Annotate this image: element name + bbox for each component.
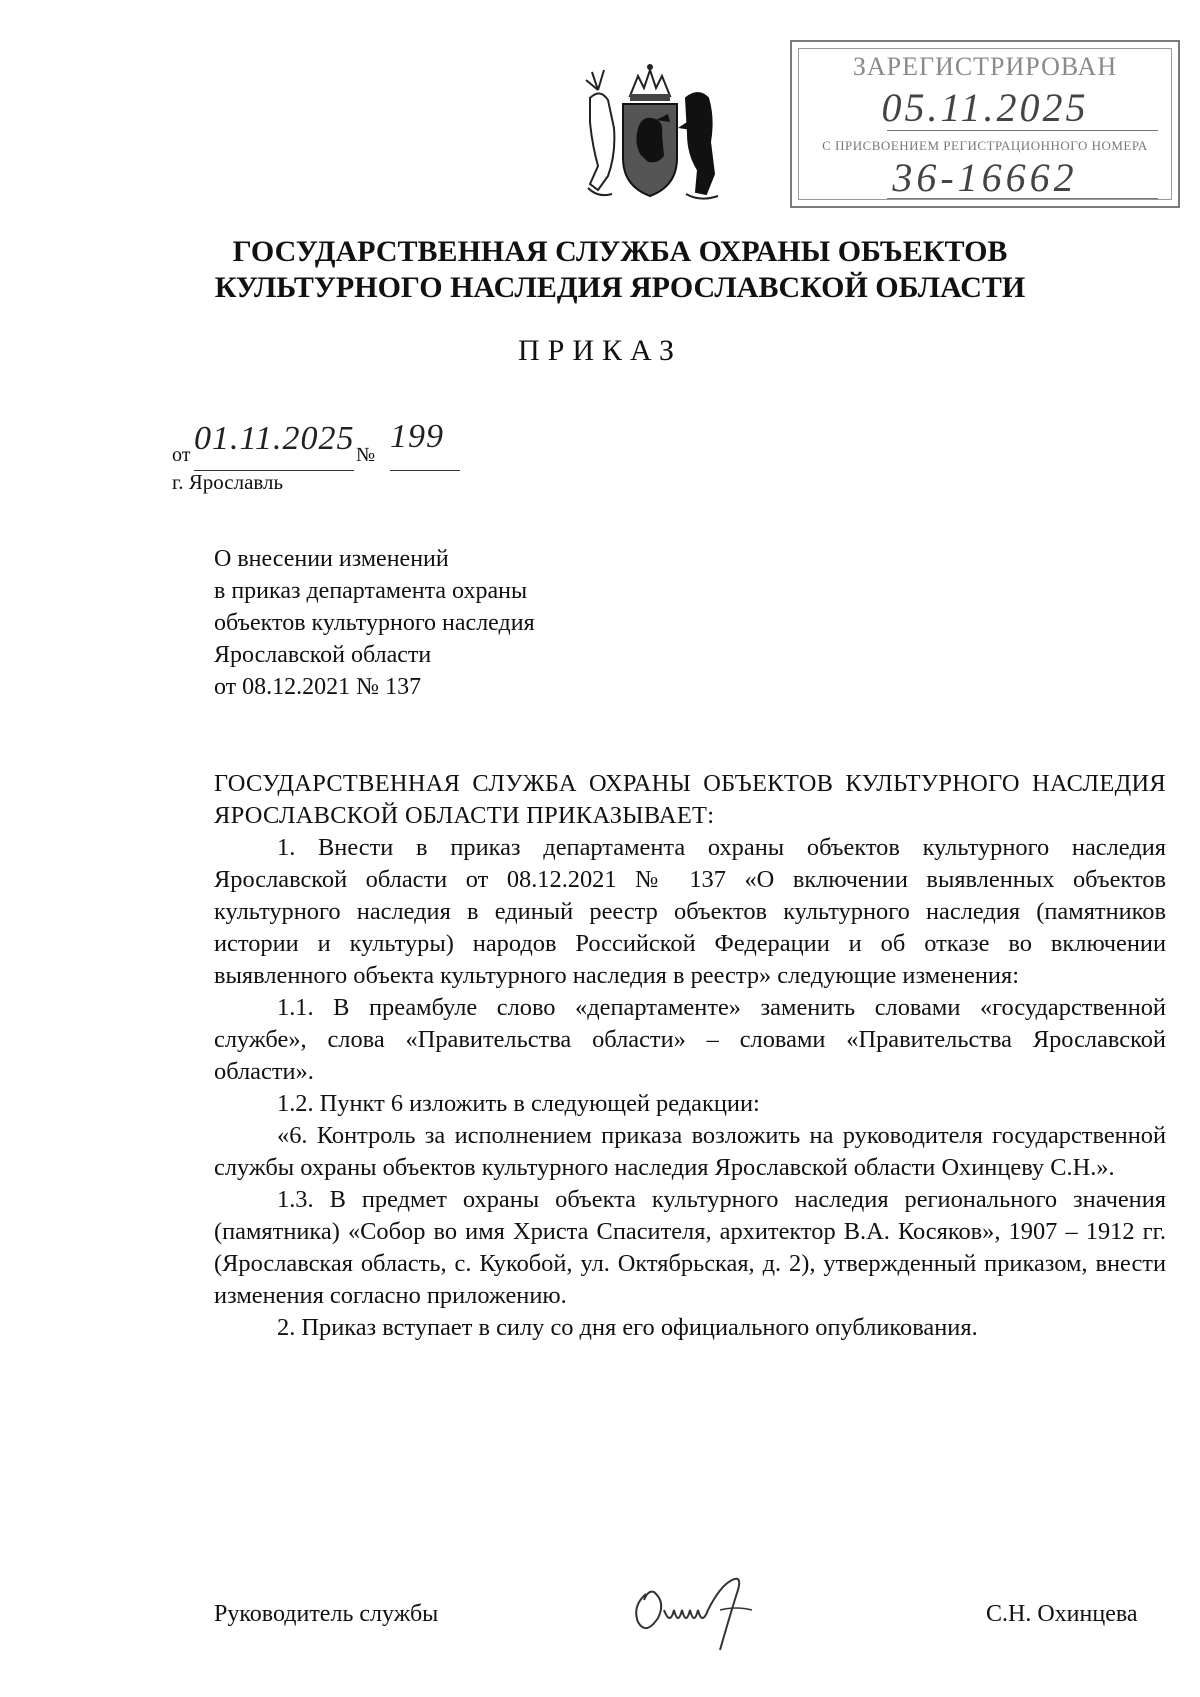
order-date: 01.11.2025	[194, 420, 355, 457]
subject-line: в приказ департамента охраны	[214, 578, 528, 604]
order-number-label: №	[356, 444, 376, 466]
body-heading: ГОСУДАРСТВЕННАЯ СЛУЖБА ОХРАНЫ ОБЪЕКТОВ КУЛЬТУРНОГО НАСЛЕДИЯ ЯРОСЛАВСКОЙ ОБЛАСТИ ПРИКАЗЫВАЕТ:	[214, 770, 1166, 829]
body-paragraph-1-2-text: «6. Контроль за исполнением приказа возложить на руководителя государственной службы охраны объектов культурного наследия Ярославской области Охинцеву С.Н.».	[214, 1122, 1166, 1181]
organization-title-line1: ГОСУДАРСТВЕННАЯ СЛУЖБА ОХРАНЫ ОБЪЕКТОВ	[232, 235, 1008, 268]
signer-title: Руководитель службы	[214, 1601, 439, 1627]
handwritten-signature	[624, 1566, 774, 1656]
stamp-underline-number	[887, 198, 1158, 199]
body-paragraph-2: 2. Приказ вступает в силу со дня его официального опубликования.	[277, 1314, 978, 1341]
body-paragraph-1: 1. Внести в приказ департамента охраны объектов культурного наследия Ярославской области от 08.12.2021 № 137 «О включении выявленных объектов культурного наследия в единый реестр объектов культурного наследия (памятников истории и культуры) народов Российской Федерации и об отказе во включении выявленного объекта культурного наследия в реестр» следующие изменения:	[214, 834, 1166, 989]
order-date-prefix: от	[172, 444, 191, 466]
order-number: 199	[390, 418, 444, 455]
stamp-date: 05.11.2025	[881, 85, 1089, 130]
organization-title-line2: КУЛЬТУРНОГО НАСЛЕДИЯ ЯРОСЛАВСКОЙ ОБЛАСТИ	[214, 271, 1026, 304]
subject-line: Ярославской области	[214, 642, 432, 668]
body-paragraph-1-2: 1.2. Пункт 6 изложить в следующей редакции:	[277, 1090, 760, 1117]
subject-line: от 08.12.2021 № 137	[214, 674, 422, 700]
stamp-underline-date	[887, 130, 1158, 131]
organization-title	[160, 234, 1080, 306]
stamp-caption: С ПРИСВОЕНИЕМ РЕГИСТРАЦИОННОГО НОМЕРА	[822, 138, 1148, 153]
subject-line: объектов культурного наследия	[214, 610, 535, 636]
stamp-registration-number: 36-16662	[892, 155, 1078, 200]
signer-name: С.Н. Охинцева	[986, 1601, 1138, 1627]
stamp-registered-label: ЗАРЕГИСТРИРОВАН	[852, 52, 1118, 81]
order-body	[214, 768, 1166, 1344]
order-subject	[214, 543, 714, 703]
order-number-underline	[390, 470, 460, 471]
subject-line: О внесении изменений	[214, 546, 449, 572]
registration-stamp	[790, 40, 1180, 208]
city: г. Ярославль	[172, 470, 284, 494]
body-paragraph-1-1: 1.1. В преамбуле слово «департаменте» заменить словами «государственной службе», слова «Правительства области» – словами «Правительства Ярославской области».	[214, 994, 1166, 1085]
coat-of-arms-emblem	[568, 58, 733, 208]
document-type: ПРИКАЗ	[518, 334, 682, 367]
order-date-number	[172, 418, 672, 466]
body-paragraph-1-3: 1.3. В предмет охраны объекта культурного наследия регионального значения (памятника) «Собор во имя Христа Спасителя, архитектор В.А. Косяков», 1907 – 1912 гг. (Ярославская область, с. Кукобой, ул. Октябрьская, д. 2), утвержденный приказом, внести изменения согласно приложению.	[214, 1186, 1166, 1309]
